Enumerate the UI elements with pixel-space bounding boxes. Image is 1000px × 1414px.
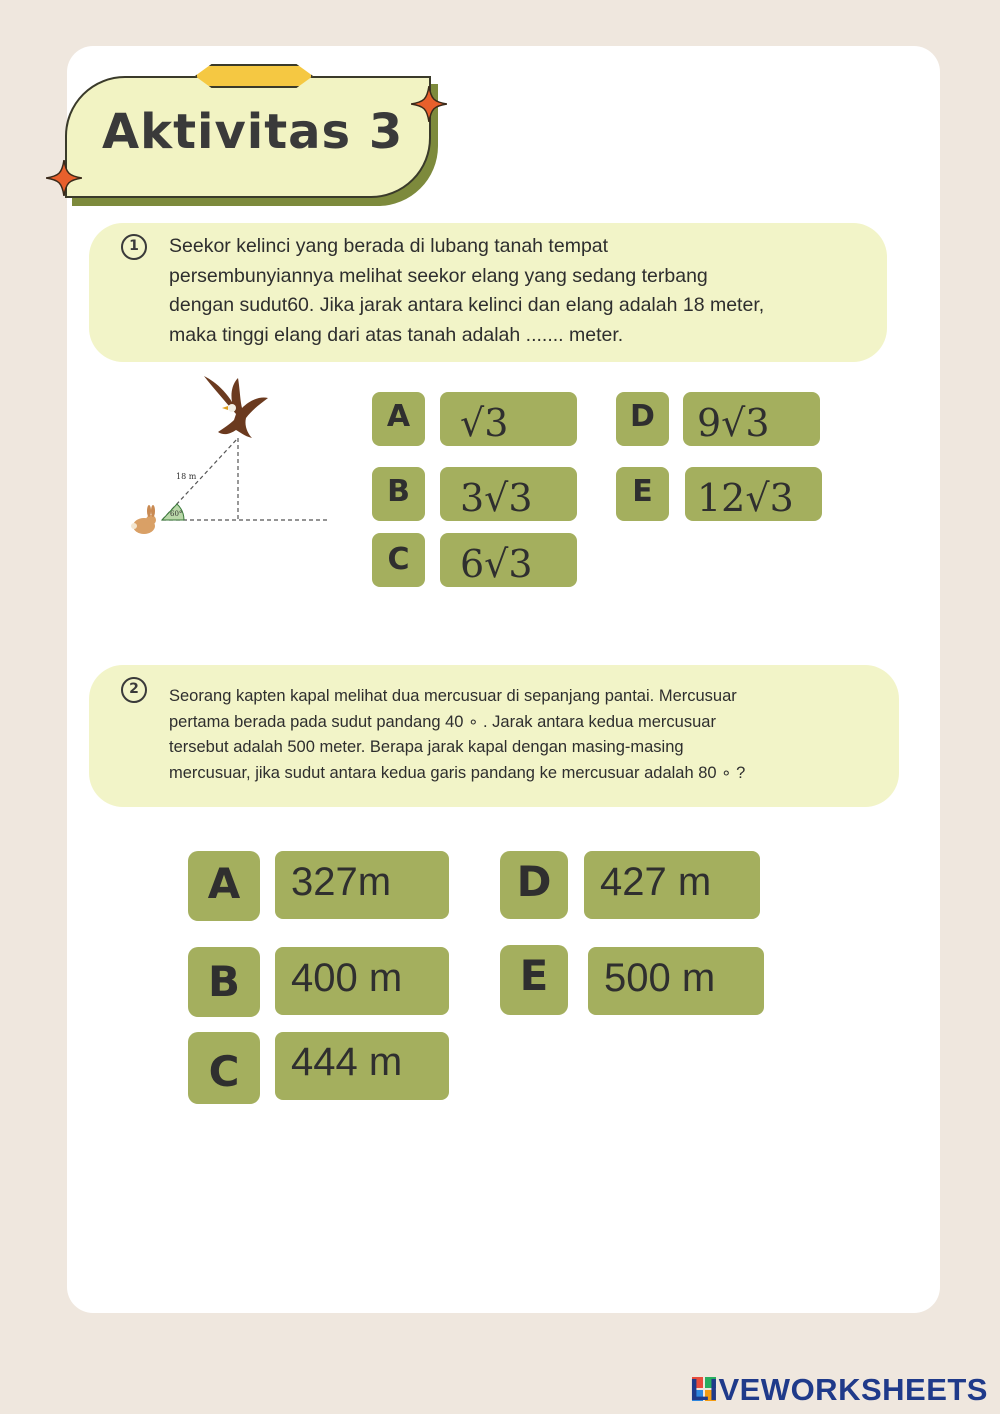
q1-option-a-value[interactable]: √3 (440, 392, 577, 446)
q1-option-a-letter[interactable]: A (372, 392, 425, 446)
sparkle-star-icon (46, 160, 82, 196)
title-tab (195, 64, 313, 88)
q1-option-d-letter[interactable]: D (616, 392, 669, 446)
q1-option-c-value[interactable]: 6√3 (440, 533, 577, 587)
question-2-number: 2 (121, 677, 147, 703)
q2-option-e-value[interactable]: 500 m (588, 947, 764, 1015)
eagle-rabbit-diagram (128, 374, 333, 544)
question-1-text: Seekor kelinci yang berada di lubang tanah tempat persembunyiannya melihat seekor elang yang sedang terbang dengan sudut60. Jika jarak antara kelinci dan elang adalah 18 meter, maka tinggi elang dari atas tanah adalah ....... meter. (169, 235, 765, 346)
distance-label: 18 m (176, 472, 197, 481)
q2-option-a-letter[interactable]: A (188, 851, 260, 921)
q2-option-b-value[interactable]: 400 m (275, 947, 449, 1015)
q2-option-e-letter[interactable]: E (500, 945, 568, 1015)
q2-option-c-letter[interactable]: C (188, 1032, 260, 1104)
q2-option-b-letter[interactable]: B (188, 947, 260, 1017)
angle-label: 60° (170, 510, 183, 518)
q2-option-d-value[interactable]: 427 m (584, 851, 760, 919)
brand-name[interactable]: LIVEWORKSHEETS (689, 1372, 988, 1407)
q1-option-e-letter[interactable]: E (616, 467, 669, 521)
q1-option-e-value[interactable]: 12√3 (685, 467, 822, 521)
question-2-text: Seorang kapten kapal melihat dua mercusuar di sepanjang pantai. Mercusuar pertama berada pada sudut pandang 40 ∘ . Jarak antara kedua mercusuar tersebut adalah 500 meter. Berapa jarak kapal dengan masing-masing mercusuar, jika sudut antara kedua garis pandang ke mercusuar adalah 80 ∘ ? (169, 687, 746, 782)
page-title: Aktivitas 3 (102, 104, 404, 160)
question-1-number: 1 (121, 234, 147, 260)
q2-option-a-value[interactable]: 327m (275, 851, 449, 919)
q1-option-b-letter[interactable]: B (372, 467, 425, 521)
q2-option-d-letter[interactable]: D (500, 851, 568, 919)
rabbit-icon (131, 505, 156, 534)
eagle-icon (204, 376, 268, 438)
q2-option-c-value[interactable]: 444 m (275, 1032, 449, 1100)
q1-option-b-value[interactable]: 3√3 (440, 467, 577, 521)
q1-option-d-value[interactable]: 9√3 (683, 392, 820, 446)
q1-option-c-letter[interactable]: C (372, 533, 425, 587)
sparkle-star-icon (411, 86, 447, 122)
